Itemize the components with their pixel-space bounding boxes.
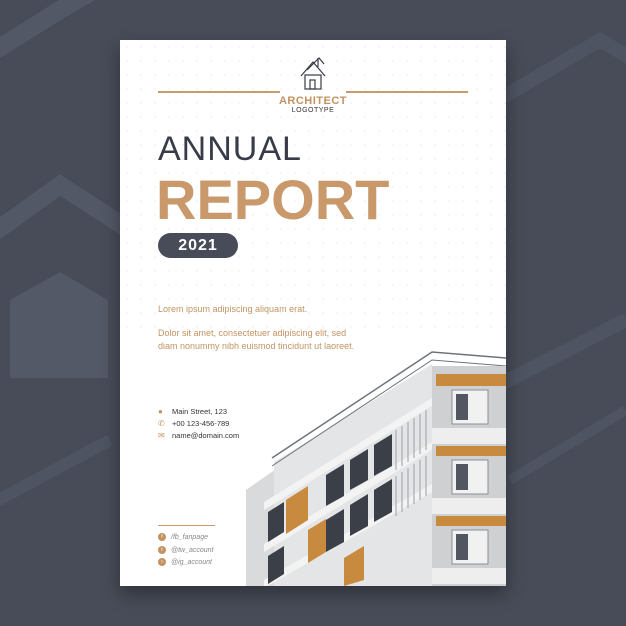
social-twitter bbox=[158, 546, 214, 554]
social-facebook-text: /fb_fanpage bbox=[171, 533, 208, 541]
logo-name: ARCHITECT bbox=[278, 95, 348, 107]
title-report: REPORT bbox=[156, 168, 390, 231]
intro-lead: Lorem ipsum adipiscing aliquam erat. bbox=[158, 304, 308, 314]
contact-phone bbox=[158, 419, 229, 428]
email-icon: ✉ bbox=[158, 431, 165, 440]
facebook-icon: f bbox=[158, 533, 166, 541]
contact-email bbox=[158, 431, 239, 440]
contact-address-text: Main Street, 123 bbox=[172, 407, 228, 416]
contact-phone-text: +00 123-456-789 bbox=[172, 419, 230, 428]
twitter-icon: t bbox=[158, 546, 166, 554]
contact-address bbox=[158, 407, 227, 416]
social-facebook bbox=[158, 533, 208, 541]
year-badge: 2021 bbox=[158, 233, 238, 258]
logo-rule-right bbox=[346, 91, 468, 93]
phone-icon: ✆ bbox=[158, 419, 165, 428]
house-logo-icon bbox=[298, 54, 328, 92]
social-rule bbox=[158, 525, 215, 526]
location-pin-icon: ● bbox=[158, 407, 163, 416]
report-cover bbox=[120, 40, 506, 586]
social-instagram-text: @ig_account bbox=[171, 558, 212, 566]
social-twitter-text: @tw_account bbox=[171, 546, 214, 554]
title-annual: ANNUAL bbox=[158, 130, 302, 168]
instagram-icon: ○ bbox=[158, 558, 166, 566]
intro-body: Dolor sit amet, consectetuer adipiscing elit, sed diam nonummy nibh euismod tincidunt ut laoreet. bbox=[158, 328, 355, 351]
logo-rule-left bbox=[158, 91, 280, 93]
social-instagram bbox=[158, 558, 212, 566]
contact-email-text: name@domain.com bbox=[172, 431, 240, 440]
logo-subtitle: LOGOTYPE bbox=[291, 107, 335, 114]
building-photo bbox=[246, 330, 506, 586]
